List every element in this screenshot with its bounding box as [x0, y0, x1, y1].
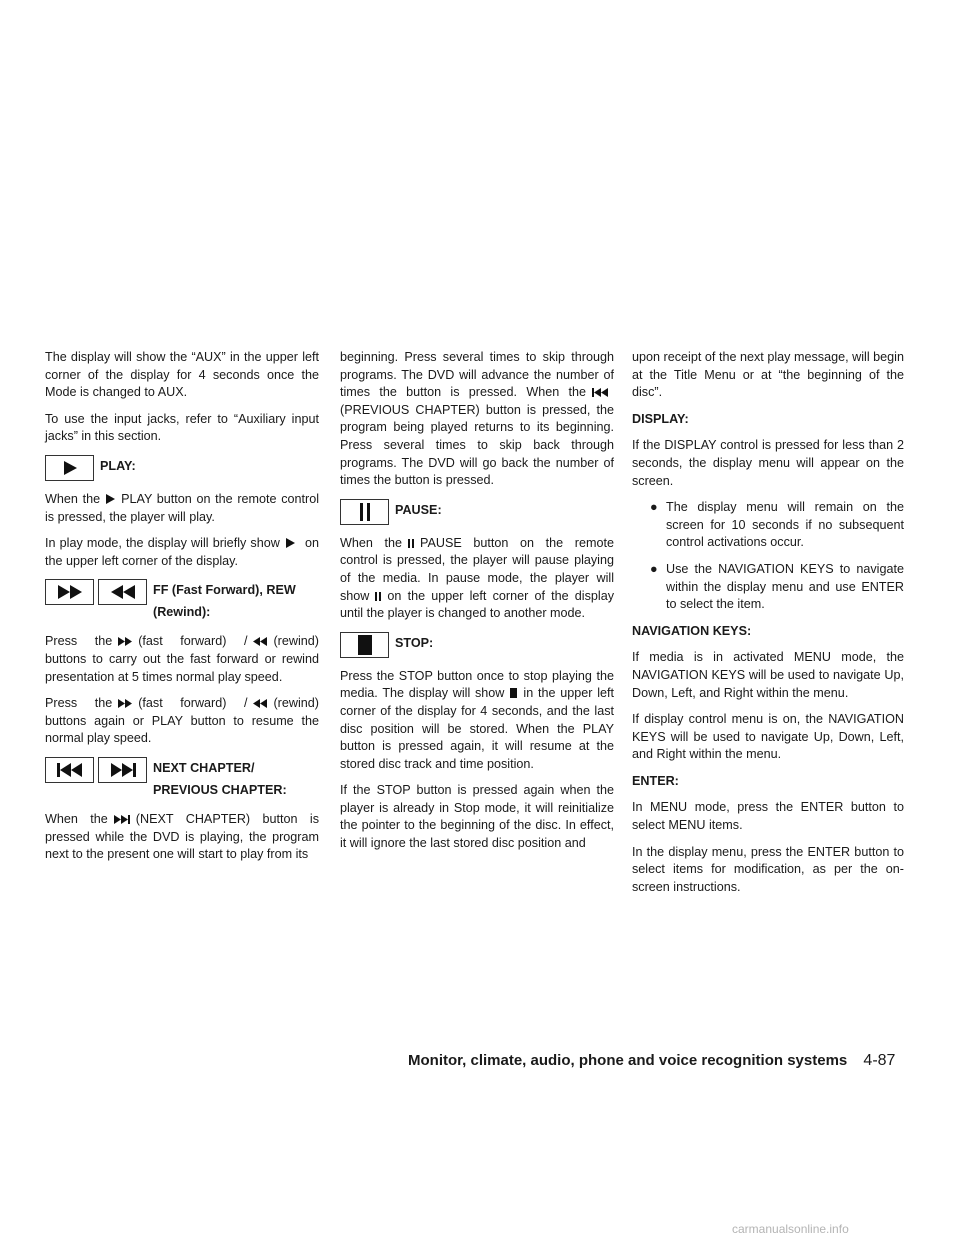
fast-forward-icon-box: [45, 579, 94, 605]
stop-heading-row: [340, 632, 614, 658]
paragraph: The display will show the “AUX” in the upper left corner of the display for 4 seconds once the Mode is changed to AUX.: [45, 350, 319, 400]
page-number: 4-87: [863, 1052, 896, 1069]
paragraph: beginning. Press several times to skip through programs. The DVD will advance the number of times the button is pressed. When the (PREVIOUS CHAPTER) button is pressed, the program being played returns to its beginning. Press several times to skip back through programs. The DVD will go back the number of times the button is pressed.: [340, 350, 614, 488]
previous-chapter-icon-box: [45, 757, 94, 783]
pause-icon: [408, 539, 414, 548]
previous-chapter-icon: [592, 388, 608, 397]
play-icon-box: [45, 455, 94, 481]
next-chapter-icon-box: [98, 757, 147, 783]
chapter-heading-line2: PREVIOUS CHAPTER:: [153, 782, 287, 797]
stop-icon: [358, 635, 372, 655]
list-item: ● Use the NAVIGATION KEYS to navigate within the display menu and use ENTER to select the item.: [650, 561, 904, 614]
fast-forward-icon: [58, 585, 82, 599]
pause-icon: [359, 503, 371, 521]
stop-icon: [510, 688, 517, 698]
enter-heading: ENTER:: [632, 773, 679, 788]
paragraph: To use the input jacks, refer to “Auxiliary input jacks” in this section.: [45, 411, 319, 444]
ff-heading-line1: FF (Fast Forward), REW: [153, 583, 296, 598]
pause-heading: PAUSE:: [395, 502, 442, 517]
paragraph: If media is in activated MENU mode, the NAVIGATION KEYS will be used to navigate Up, Down, Left, and Right within the menu.: [632, 650, 904, 700]
bullet-mark: ●: [650, 500, 658, 515]
paragraph: In MENU mode, press the ENTER button to select MENU items.: [632, 800, 904, 833]
next-chapter-icon: [114, 815, 130, 824]
fast-forward-icon: [118, 699, 132, 708]
pause-icon: [375, 592, 381, 601]
previous-chapter-icon: [57, 763, 83, 777]
paragraph: If display control menu is on, the NAVIGATION KEYS will be used to navigate Up, Down, Left, and Right within the menu.: [632, 712, 904, 762]
ff-heading-line2: (Rewind):: [153, 605, 211, 620]
paragraph: When the PAUSE button on the remote control is pressed, the player will pause playing of the media. In pause mode, the player will show on the upper left corner of the display until the player is changed to another mode.: [340, 535, 614, 621]
watermark: carmanualsonline.info: [732, 1222, 849, 1236]
rewind-icon: [253, 637, 267, 646]
rewind-icon: [253, 699, 267, 708]
pause-heading-row: [340, 499, 614, 525]
navigation-keys-heading: NAVIGATION KEYS:: [632, 623, 752, 638]
page-footer: [408, 1052, 895, 1070]
play-icon: [286, 538, 295, 548]
paragraph: When the (NEXT CHAPTER) button is pressed while the DVD is playing, the program next to the present one will start to play from its: [45, 811, 319, 862]
column-2: [340, 349, 614, 862]
paragraph: In the display menu, press the ENTER button to select items for modification, as per the on-screen instructions.: [632, 844, 904, 894]
paragraph: If the STOP button is pressed again when the player is already in Stop mode, it will reinitialize the pointer to the beginning of the disc. In effect, it will ignore the last stored disc position and: [340, 783, 614, 851]
play-icon: [106, 494, 115, 504]
next-chapter-icon: [110, 763, 136, 777]
paragraph: Press the STOP button once to stop playing the media. The display will show in the upper left corner of the display for 4 seconds, and the last disc position will be stored. When the PLAY button is pressed again, it will resume at the stored disc track and time position.: [340, 668, 614, 771]
fast-forward-icon: [118, 637, 132, 646]
chapter-heading-row: [45, 757, 319, 801]
paragraph: Press the (fast forward) / (rewind) buttons to carry out the fast forward or rewind presentation at 5 times normal play speed.: [45, 634, 319, 684]
paragraph: In play mode, the display will briefly show on the upper left corner of the display.: [45, 536, 320, 568]
stop-heading: STOP:: [395, 635, 434, 650]
play-heading: PLAY:: [100, 458, 136, 473]
column-3: [632, 349, 904, 905]
stop-icon-box: [340, 632, 389, 658]
rewind-icon-box: [98, 579, 147, 605]
display-heading: DISPLAY:: [632, 411, 689, 426]
pause-icon-box: [340, 499, 389, 525]
rewind-icon: [111, 585, 135, 599]
chapter-heading-line1: NEXT CHAPTER/: [153, 760, 255, 775]
paragraph: If the DISPLAY control is pressed for less than 2 seconds, the display menu will appear on the screen.: [632, 438, 904, 488]
play-heading-row: [45, 455, 319, 481]
column-1: [45, 349, 319, 873]
ff-rew-heading-row: [45, 579, 319, 623]
bullet-mark: ●: [650, 561, 658, 576]
paragraph: Press the (fast forward) / (rewind) buttons again or PLAY button to resume the normal play speed.: [45, 696, 319, 746]
play-icon: [62, 460, 78, 476]
list-item: ● The display menu will remain on the screen for 10 seconds if no subsequent control activations occur.: [650, 499, 904, 552]
paragraph: When the PLAY button on the remote control is pressed, the player will play.: [45, 491, 319, 524]
section-title: Monitor, climate, audio, phone and voice recognition systems: [408, 1052, 848, 1069]
paragraph: upon receipt of the next play message, will begin at the Title Menu or at “the beginning of the disc”.: [632, 350, 904, 400]
